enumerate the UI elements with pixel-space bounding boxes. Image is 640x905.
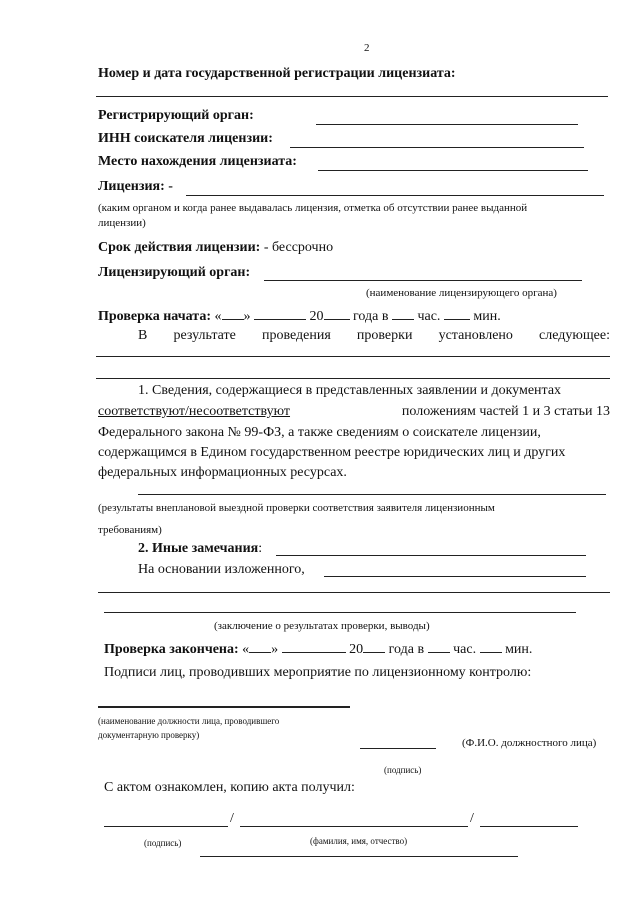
item1-line-2 [98,404,610,420]
validity-value: - бессрочно [263,240,334,255]
slash-1: / [230,811,234,826]
year-prefix: 20 [349,642,364,657]
result-word: В [138,328,148,343]
year-blank [363,652,385,653]
result-word: проверки [356,328,413,343]
year-prefix: 20 [309,309,324,324]
check-finished-row [104,642,532,658]
month-blank [282,652,346,653]
result-line-2 [96,378,610,379]
result-word: следующее: [539,328,610,343]
year-blank [324,319,350,320]
conclusion-note: (заключение о результатах проверки, выводы) [214,620,430,632]
minute-label: мин. [505,642,533,657]
license-note-line-1: (каким органом и когда ранее выдавалась лицензия, отметка об отсутствии ранее выданной [98,202,528,214]
position-note-line-1: (наименование должности лица, проводившего [98,716,280,726]
minute-label: мин. [473,309,501,324]
conclusion-line-2 [104,612,576,613]
hour-label: час. [417,309,441,324]
bottom-line [200,856,518,857]
result-sentence [138,328,610,344]
bottom-fio-line [240,826,468,827]
validity-label: Срок действия лицензии: [98,240,261,255]
day-blank [249,652,271,653]
minute-blank [444,319,470,320]
location-line [318,170,588,171]
slash-2: / [470,811,474,826]
basis-label: На основании изложенного, [138,562,305,577]
day-blank [222,319,244,320]
hour-blank [428,652,450,653]
signature-line [360,748,436,749]
basis-line [324,576,586,577]
results-note-line-2: требованиям) [98,524,162,536]
item1-line-4: содержащимся в Едином государственном реестре юридических лиц и других [98,445,566,460]
item1-line-1: 1. Сведения, содержащиеся в представленных заявлении и документах [138,383,562,398]
close-quote: » [243,309,251,324]
item1-line-5: федеральных информационных ресурсах. [98,465,347,480]
result-word: проведения [261,328,331,343]
validity-row [98,240,333,256]
item2-label: 2. Иные замечания [138,541,259,556]
bottom-fio-note: (фамилия, имя, отчество) [310,836,408,846]
result-word: установлено [438,328,513,343]
minute-blank [480,652,502,653]
licensing-authority-label: Лицензирующий орган: [98,265,251,280]
registration-number-line [96,96,608,97]
check-started-label: Проверка начата: [98,309,211,324]
registration-number-label: Номер и дата государственной регистрации лицензиата: [98,66,456,81]
signature-note: (подпись) [384,765,422,775]
license-note-line-2: лицензии) [98,217,146,229]
open-quote: « [214,309,222,324]
position-note-line-2: документарную проверку) [98,730,200,740]
bottom-extra-line [480,826,578,827]
hour-label: час. [453,642,477,657]
month-blank [254,319,306,320]
item1-line-2-rest: положениям частей 1 и 3 статьи 13 [401,404,610,419]
fio-note: (Ф.И.О. должностного лица) [462,737,597,749]
license-label: Лицензия: - [98,179,173,194]
signatures-label: Подписи лиц, проводивших мероприятие по лицензионному контролю: [104,665,532,680]
bottom-signature-note: (подпись) [144,838,182,848]
results-line [138,494,606,495]
inn-line [290,147,584,148]
year-word: года в [388,642,425,657]
hour-blank [392,319,414,320]
check-finished-label: Проверка закончена: [104,642,239,657]
result-line-1 [96,356,610,357]
conclusion-line-1 [98,592,610,593]
location-label: Место нахождения лицензиата: [98,154,297,169]
license-line [186,195,604,196]
compliance-choice: соответствуют/несоответствуют [98,404,291,419]
close-quote: » [271,642,279,657]
results-note-line-1: (результаты внеплановой выездной проверки соответствия заявителя лицензионным [98,502,495,514]
result-word: результате [173,328,236,343]
item1-line-3: Федерального закона № 99-ФЗ, а также сведениям о соискателе лицензии, [98,425,541,440]
item2-colon: : [258,541,263,556]
registering-authority-label: Регистрирующий орган: [98,108,254,123]
licensing-authority-line [264,280,582,281]
open-quote: « [242,642,250,657]
check-started-row [98,309,501,325]
year-word: года в [353,309,389,324]
acquainted-label: С актом ознакомлен, копию акта получил: [104,780,355,795]
bottom-signature-line [104,826,228,827]
page-number: 2 [364,42,370,54]
registering-authority-line [316,124,578,125]
item2-line [276,555,586,556]
licensing-authority-note: (наименование лицензирующего органа) [366,287,557,299]
item2-row [138,541,262,557]
position-line [98,706,350,708]
inn-label: ИНН соискателя лицензии: [98,131,273,146]
